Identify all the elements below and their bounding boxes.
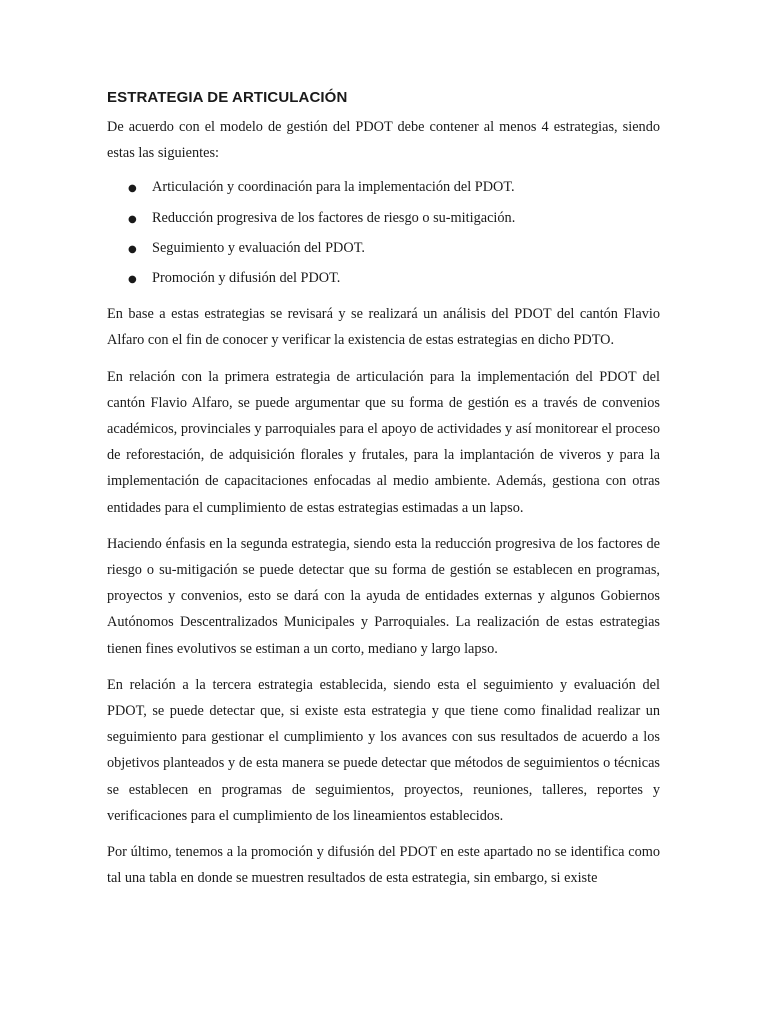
body-paragraph: Haciendo énfasis en la segunda estrategia, siendo esta la reducción progresiva de los factores de riesgo o su-mitigación se puede detectar que su forma de gestión se establecen en programas, proyectos y convenios, esto se dará con la ayuda de entidades externas y algunos Gobiernos Autónomos Descentralizados Municipales y Parroquiales. La realización de estas estrategias tienen fines evolutivos se estiman a un corto, mediano y largo lapso.: [107, 535, 660, 657]
list-item-text: Seguimiento y evaluación del PDOT.: [152, 239, 365, 256]
body-paragraph: Por último, tenemos a la promoción y difusión del PDOT en este apartado no se identifica como tal una tabla en donde se muestren resultados de esta estrategia, sin embargo, si existe: [107, 844, 660, 887]
bullet-icon: ●: [128, 213, 137, 225]
section-heading: ESTRATEGIA DE ARTICULACIÓN: [107, 89, 348, 106]
bullet-icon: ●: [128, 274, 137, 286]
document-body: [107, 88, 660, 901]
list-item-text: Reducción progresiva de los factores de riesgo o su-mitigación.: [152, 209, 516, 226]
list-item-text: Promoción y difusión del PDOT.: [152, 270, 341, 287]
list-item: [107, 205, 660, 233]
intro-paragraph: De acuerdo con el modelo de gestión del PDOT debe contener al menos 4 estrategias, siendo estas las siguientes:: [107, 119, 660, 162]
body-paragraph: En relación a la tercera estrategia establecida, siendo esta el seguimiento y evaluación del PDOT, se puede detectar que, si existe esta estrategia y que tiene como finalidad realizar un seguimiento para gestionar el cumplimiento y los avances con sus resultados de acuerdo a los objetivos planteados y de esta manera se puede detectar que métodos de seguimientos o técnicas se establecen en programas de seguimientos, proyectos, reuniones, talleres, reportes y verificaciones para el cumplimiento de los lineamientos establecidos.: [107, 676, 660, 824]
body-paragraph: En relación con la primera estrategia de articulación para la implementación del PDOT del cantón Flavio Alfaro, se puede argumentar que su forma de gestión es a través de convenios académicos, provinciales y parroquiales para el apoyo de actividades y así monitorear el proceso de reforestación, de adquisición florales y frutales, para la implantación de viveros y para la implementación de capacitaciones enfocadas al medio ambiente. Además, gestiona con otras entidades para el cumplimiento de estas estrategias estimadas a un lapso.: [107, 368, 660, 516]
list-item: [107, 235, 660, 263]
bullet-icon: ●: [128, 243, 137, 255]
list-item: [107, 174, 660, 202]
list-item: [107, 265, 660, 293]
body-paragraph: En base a estas estrategias se revisará y se realizará un análisis del PDOT del cantón Flavio Alfaro con el fin de conocer y verificar la existencia de estas estrategias en dicho PDTO.: [107, 306, 660, 349]
bullet-icon: ●: [128, 183, 137, 195]
strategy-list: [107, 174, 660, 293]
list-item-text: Articulación y coordinación para la implementación del PDOT.: [152, 179, 515, 196]
